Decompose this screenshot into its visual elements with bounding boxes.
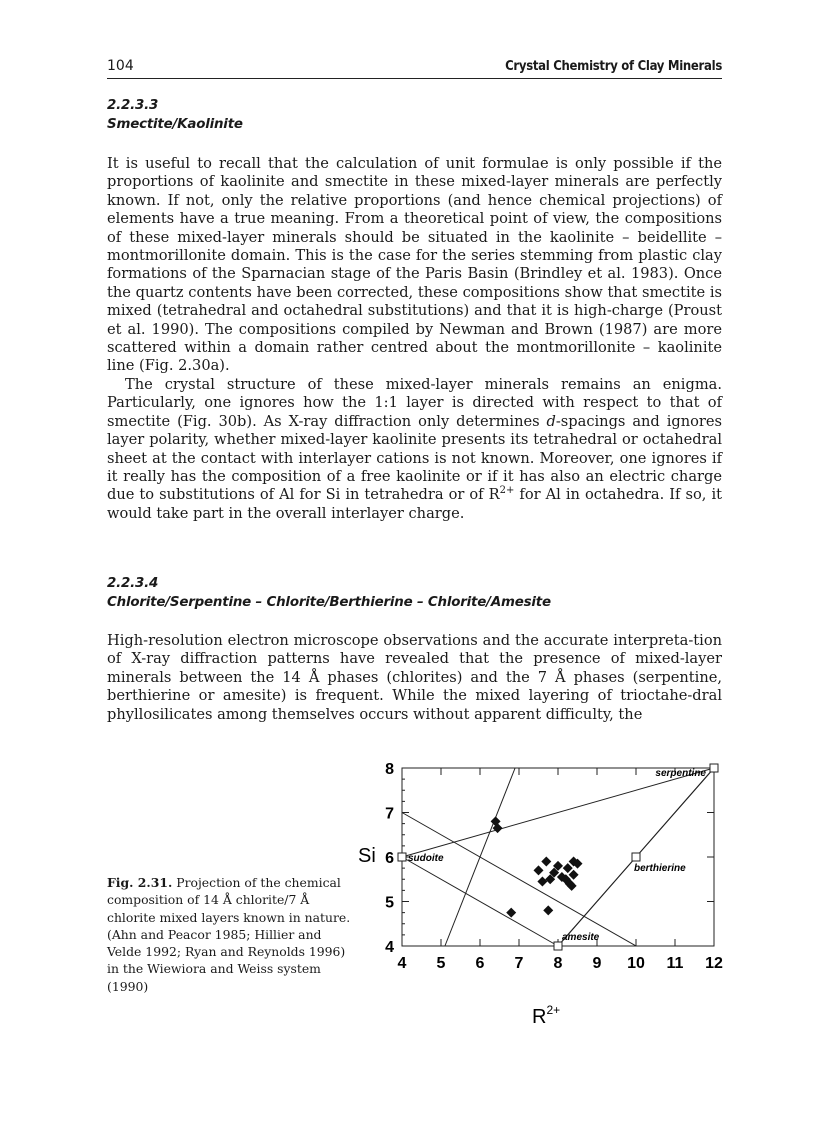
data-point (569, 870, 579, 880)
running-title: Crystal Chemistry of Clay Minerals (505, 59, 722, 74)
x-axis-label-sup: 2+ (546, 1003, 561, 1017)
paragraph: High-resolution electron microscope observations and the accurate interpreta-tion of X-ray diffraction patterns have revealed that the presence of mixed-layer minerals between the 14 Å phases (chlorites) and the 7 Å phases (serpentine, berthierine or amesite) is frequent. While the mixed layering of trioctahe-dral phyllosilicates among themselves occurs without apparent difficulty, the (107, 632, 722, 723)
data-points (491, 816, 583, 917)
y-tick-label: 5 (385, 894, 394, 912)
x-tick-label: 5 (436, 955, 446, 972)
section-number: 2.2.3.4 (107, 576, 159, 591)
domain-lines (402, 768, 714, 946)
domain-line (402, 813, 636, 947)
page-number: 104 (107, 58, 134, 74)
end-member-marker (710, 764, 718, 772)
section-body-chlorite-serpentine (107, 632, 722, 724)
plot-border (402, 768, 714, 946)
end-member-label: serpentine (655, 768, 706, 779)
figure-2-31 (352, 758, 732, 1028)
data-point (541, 856, 551, 866)
end-member-marker (398, 853, 406, 861)
end-member-label: amesite (562, 932, 600, 943)
section-heading-2-2-3-4 (107, 574, 551, 612)
x-tick-label: 4 (397, 955, 407, 972)
x-tick-label: 6 (475, 955, 485, 972)
end-member-labels (398, 764, 718, 950)
data-point (534, 865, 544, 875)
data-point (543, 905, 553, 915)
plot-frame (402, 768, 714, 946)
x-tick-label: 12 (705, 955, 723, 972)
figure-caption (107, 874, 357, 995)
domain-line (445, 768, 515, 946)
y-tick-label: 7 (385, 805, 394, 823)
italic-symbol: d (546, 412, 556, 430)
section-heading-2-2-3-3 (107, 96, 243, 134)
data-point (506, 908, 516, 918)
section-number: 2.2.3.3 (107, 98, 159, 113)
text-run: for Al in octahedra. If so, it would take part in the overall interlayer charge. (107, 486, 722, 522)
x-axis-label (532, 1003, 560, 1028)
paragraph: It is useful to recall that the calculation of unit formulae is only possible if the proportions of kaolinite and smectite in these mixed-layer minerals are perfectly known. If not, only the relative proportions (and hence chemical projections) of elements have a true meaning. From a theoretical point of view, the compositions of these mixed-layer minerals should be situated in the kaolinite – beidellite – montmorillonite domain. This is the case for the series stemming from plastic clay formations of the Sparnacian stage of the Paris Basin (Brindley et al. 1983). Once the quartz contents have been corrected, these compositions show that smectite is mixed (tetrahedral and octahedral substitutions) and that it is high-charge (Proust et al. 1990). The compositions compiled by Newman and Brown (1987) are more scattered within a domain rather centred about the montmorillonite – kaolinite line (Fig. 2.30a). (107, 155, 722, 375)
x-tick-label: 11 (666, 955, 684, 972)
superscript: 2+ (499, 485, 515, 497)
y-tick-label: 4 (385, 939, 394, 956)
section-title: Chlorite/Serpentine – Chlorite/Berthierine – Chlorite/Amesite (107, 595, 551, 610)
text-run: -spacings and ignores layer polarity, whether mixed-layer kaolinite presents its tetrahedral or octahedral sheet at the contact with interlayer cations is not known. Moreover, one ignores if it really has the composition of a free kaolinite or if it has also an electric charge due to substitutions of Al for Si in tetrahedra or of R (107, 412, 722, 504)
scatter-chart (352, 758, 732, 1028)
x-tick-label: 10 (627, 955, 645, 972)
data-point (537, 876, 547, 886)
paragraph (107, 376, 722, 523)
y-tick-label: 6 (385, 850, 394, 867)
x-tick-label: 7 (514, 955, 524, 972)
x-tick-label: 9 (592, 955, 602, 972)
y-axis-label: Si (358, 845, 376, 867)
end-member-marker (554, 942, 562, 950)
domain-line (402, 768, 714, 857)
data-point (563, 863, 573, 873)
y-tick-label: 8 (385, 761, 394, 778)
end-member-label: berthierine (634, 863, 686, 874)
text-run: The crystal structure of these mixed-layer minerals remains an enigma. Particularly, one ignores how the 1:1 layer is directed with respect to that of smectite (Fig. 30b). As X-ray diffraction only determines (107, 375, 722, 430)
x-tick-label: 8 (553, 955, 563, 972)
section-body-smectite-kaolinite (107, 155, 722, 523)
x-axis-label-text: R (532, 1006, 547, 1028)
figure-label: Fig. 2.31. (107, 875, 173, 890)
end-member-marker (632, 853, 640, 861)
end-member-label: sudoite (408, 853, 444, 864)
caption-text: Projection of the chemical composition of 14 Å chlorite/7 Å chlorite mixed layers known in nature. (Ahn and Peacor 1985; Hillier and Velde 1992; Ryan and Reynolds 1996) in the Wiewiora and Weiss system (1990) (107, 875, 351, 994)
section-title: Smectite/Kaolinite (107, 117, 243, 132)
running-head (107, 56, 722, 79)
